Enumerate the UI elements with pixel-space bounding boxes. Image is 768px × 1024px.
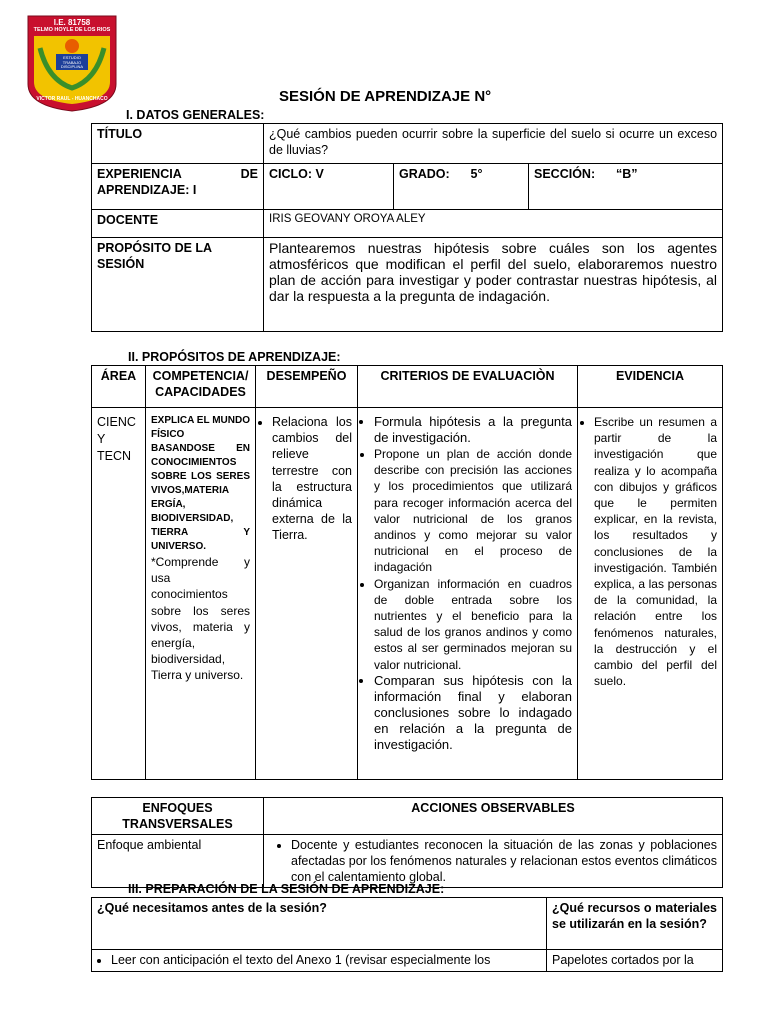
logo-line2: TELMO HOYLE DE LOS RIOS <box>33 27 111 33</box>
competencia-bold: EXPLICA EL MUNDO FÍSICO BASANDOSE EN CONOCIMIENTOS SOBRE LOS SERES VIVOS,MATERIA ERGÍA, BIODIVERSIDAD, TIERRA Y UNIVERSO. <box>151 415 250 552</box>
prep-row-left <box>92 950 547 972</box>
enfoque-name: Enfoque ambiental <box>92 835 264 888</box>
criterio-item: • Propone un plan de acción donde describe con precisión las acciones y los procedimientos que utilizará para recoger información acerca del valor nutricional de los granos andinos y como mejorar su valor nutricional en el proceso de indagación <box>374 446 572 576</box>
criterio-item: • Comparan sus hipótesis con la información final y elaboran conclusiones sobre lo indagado en relación a la pregunta de investigación. <box>374 673 572 753</box>
ciclo-value: CICLO: V <box>264 164 394 210</box>
page-title: SESIÓN DE APRENDIZAJE N° <box>279 88 492 105</box>
criterios-value <box>358 408 578 780</box>
header-desempeno: DESEMPEÑO <box>256 366 358 408</box>
titulo-value: ¿Qué cambios pueden ocurrir sobre la superficie del suelo si ocurre un exceso de lluvias? <box>264 124 723 164</box>
prep-header-left: ¿Qué necesitamos antes de la sesión? <box>92 898 547 950</box>
section-2-heading: II. PROPÓSITOS DE APRENDIZAJE: <box>128 350 341 364</box>
seccion-label: SECCIÓN: <box>534 167 596 181</box>
grado-label: GRADO: <box>399 167 450 181</box>
competencia-rest: *Comprende y usa conocimientos sobre los seres vivos, materia y energía, biodiversidad, Tierra y universo. <box>151 555 250 683</box>
header-evidencia: EVIDENCIA <box>578 366 723 408</box>
section-1-heading: I. DATOS GENERALES: <box>126 108 265 122</box>
prep-row-left-item: • Leer con anticipación el texto del Anexo 1 (revisar especialmente los <box>111 952 541 968</box>
docente-label: DOCENTE <box>92 210 264 238</box>
proposito-label: PROPÓSITO DE LA SESIÓN <box>92 238 264 332</box>
proposito-value: Plantearemos nuestras hipótesis sobre cuáles son los agentes atmosféricos que modifican el perfil del suelo, elaboraremos nuestro plan de acción para investigar y poder contrastar nuestras hipótesis, al dar la respuesta a la pregunta de indagación. <box>264 238 723 332</box>
enfoques-table <box>91 797 723 888</box>
section-3-heading: III. PREPARACIÓN DE LA SESIÓN DE APRENDIZAJE: <box>128 882 445 896</box>
enfoque-accion-item: • Docente y estudiantes reconocen la situación de las zonas y poblaciones afectadas por los fenómenos naturales y relacionan estos eventos climáticos con el calentamiento global. <box>291 837 717 885</box>
grado-cell <box>394 164 529 210</box>
enfoques-header-right: ACCIONES OBSERVABLES <box>264 798 723 835</box>
enfoques-header-left: ENFOQUES TRANSVERSALES <box>92 798 264 835</box>
enfoque-accion <box>264 835 723 888</box>
seccion-cell <box>529 164 723 210</box>
logo-banner: ESTUDIO TRABAJO DISCIPLINA <box>60 55 84 69</box>
competencia-value <box>146 408 256 780</box>
titulo-label: TÍTULO <box>92 124 264 164</box>
criterio-item: • Organizan información en cuadros de doble entrada sobre los nutrientes y el beneficio para la salud de los granos andinos y como estos al ser germinados mejoran su valor nutricional. <box>374 576 572 673</box>
seccion-value: “B” <box>615 167 638 181</box>
general-data-table <box>91 123 723 332</box>
area-value: CIENC Y TECN <box>92 408 146 780</box>
evidencia-item: • Escribe un resumen a partir de la investigación que realiza y lo acompaña con dibujos y gráficos que le permiten explicar, en la revista, los resultados y conclusiones de la investigación. También explica, a las personas de la comunidad, la relación entre los fenómenos naturales, la destrucción y el cambio del perfil del suelo. <box>594 414 717 689</box>
prep-header-right: ¿Qué recursos o materiales se utilizarán en la sesión? <box>547 898 723 950</box>
criterio-item: • Formula hipótesis a la pregunta de investigación. <box>374 414 572 446</box>
experiencia-label: EXPERIENCIA DE APRENDIZAJE: I <box>92 164 264 210</box>
school-logo <box>26 14 118 112</box>
header-area: ÁREA <box>92 366 146 408</box>
prep-row-right: Papelotes cortados por la <box>547 950 723 972</box>
purposes-table <box>91 365 723 780</box>
header-competencia: COMPETENCIA/ CAPACIDADES <box>146 366 256 408</box>
grado-value: 5° <box>470 167 483 181</box>
evidencia-value <box>578 408 723 780</box>
header-criterios: CRITERIOS DE EVALUACIÒN <box>358 366 578 408</box>
desempeno-item: • Relaciona los cambios del relieve terrestre con la estructura dinámica externa de la Tierra. <box>272 414 352 544</box>
logo-bottom: VICTOR RAUL - HUANCHACO <box>36 96 108 102</box>
logo-line1: I.E. 81758 <box>53 18 91 27</box>
docente-value: IRIS GEOVANY OROYA ALEY <box>264 210 723 238</box>
desempeno-value <box>256 408 358 780</box>
preparation-table <box>91 897 723 972</box>
